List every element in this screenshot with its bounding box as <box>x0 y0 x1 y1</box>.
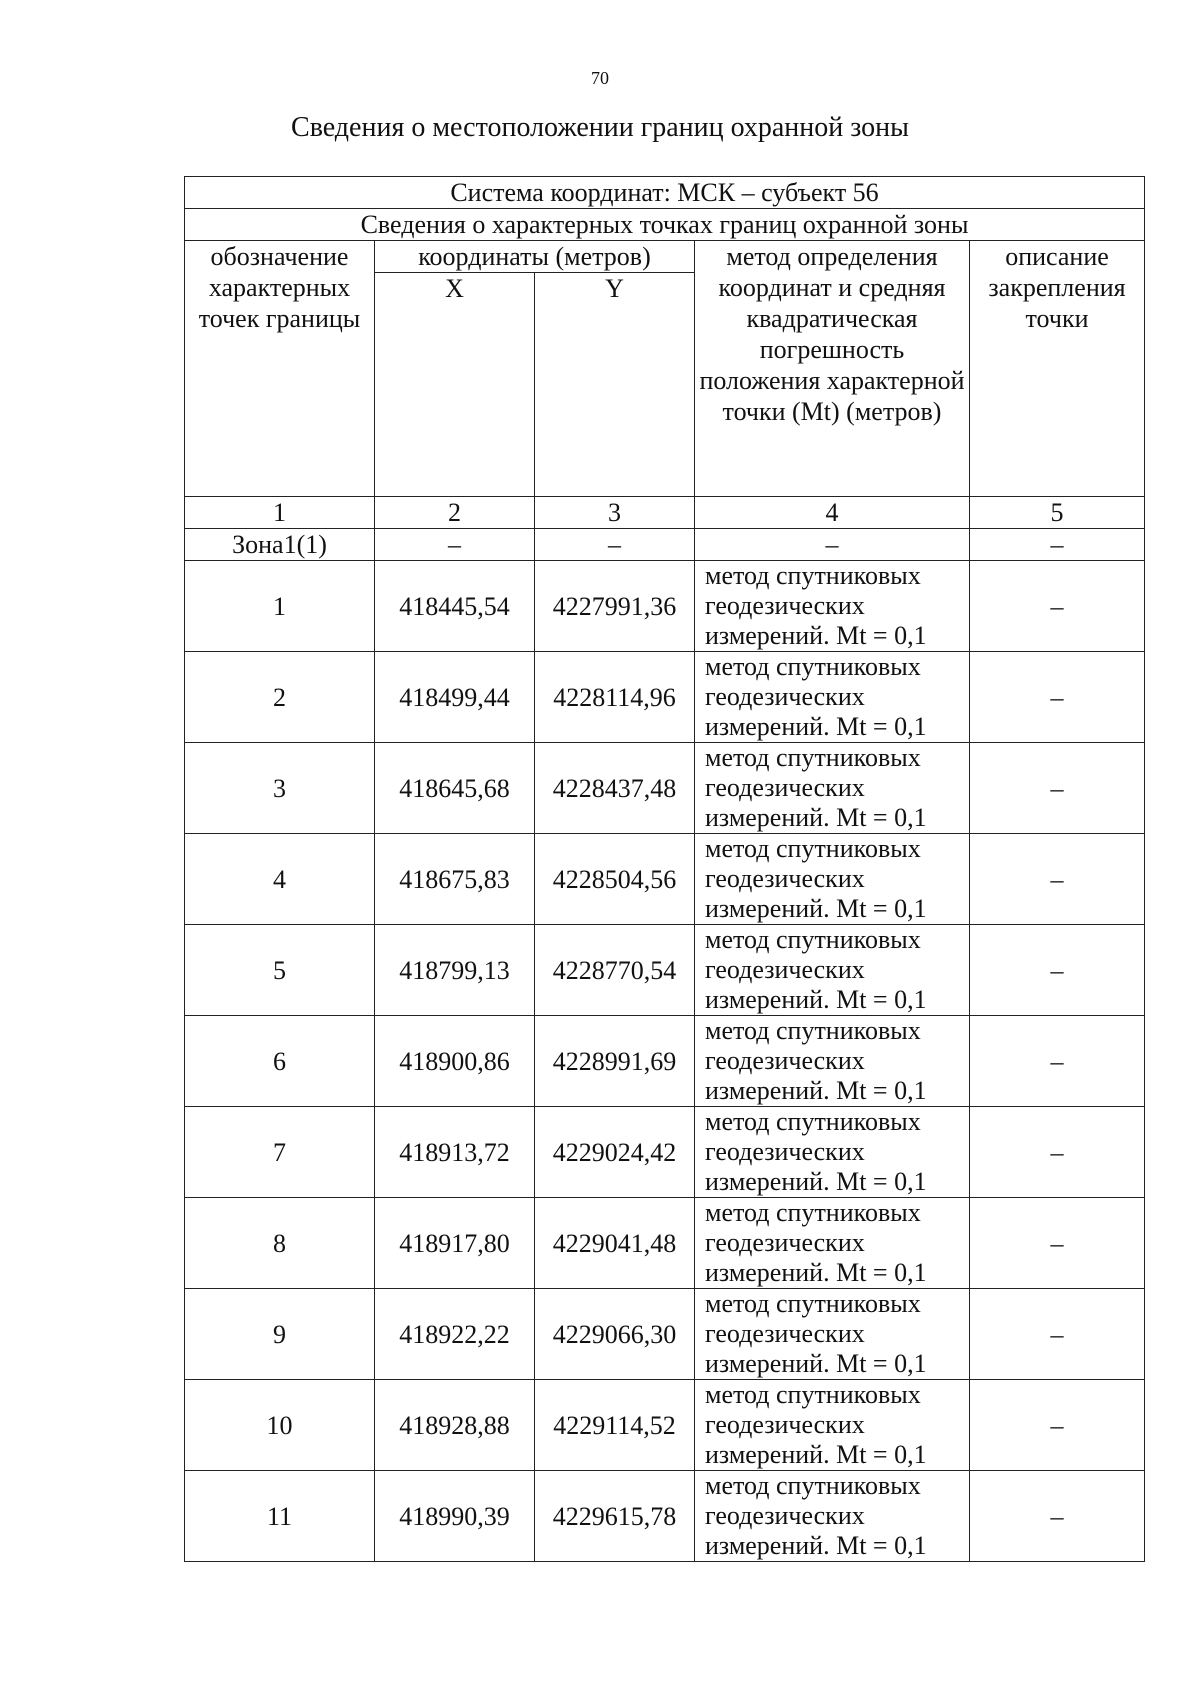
fixing-cell: – <box>970 834 1145 925</box>
fixing-cell: – <box>970 652 1145 743</box>
point-number-cell: 1 <box>185 561 375 652</box>
column-number-row <box>185 497 1145 529</box>
table-row <box>185 925 1145 1016</box>
table-row <box>185 1107 1145 1198</box>
x-coordinate-cell: 418799,13 <box>375 925 535 1016</box>
method-cell: метод спутниковых геодезических измерений. Mt = 0,1 <box>695 834 970 925</box>
page-number: 70 <box>591 68 609 88</box>
table-row <box>185 1198 1145 1289</box>
method-cell: метод спутниковых геодезических измерений. Mt = 0,1 <box>695 652 970 743</box>
y-coordinate-cell: 4229615,78 <box>535 1471 695 1562</box>
y-coordinate-cell: 4228504,56 <box>535 834 695 925</box>
table-row <box>185 1380 1145 1471</box>
method-cell: метод спутниковых геодезических измерений. Mt = 0,1 <box>695 743 970 834</box>
y-coordinate-cell: 4229024,42 <box>535 1107 695 1198</box>
method-cell: метод спутниковых геодезических измерений. Mt = 0,1 <box>695 1107 970 1198</box>
column-number: 3 <box>535 497 695 529</box>
column-number: 4 <box>695 497 970 529</box>
header-y: Y <box>535 273 695 497</box>
fixing-cell: – <box>970 1107 1145 1198</box>
y-coordinate-cell: 4229114,52 <box>535 1380 695 1471</box>
boundary-points-table <box>184 176 1145 1562</box>
table-body <box>185 177 1145 1562</box>
x-coordinate-cell: 418928,88 <box>375 1380 535 1471</box>
point-number-cell: 5 <box>185 925 375 1016</box>
table-row <box>185 1471 1145 1562</box>
header-row <box>185 241 1145 273</box>
point-number-cell: 7 <box>185 1107 375 1198</box>
table-row <box>185 652 1145 743</box>
header-x: X <box>375 273 535 497</box>
method-cell: метод спутниковых геодезических измерений. Mt = 0,1 <box>695 561 970 652</box>
point-number-cell: 9 <box>185 1289 375 1380</box>
y-coordinate-cell: 4229041,48 <box>535 1198 695 1289</box>
y-coordinate-cell: 4228437,48 <box>535 743 695 834</box>
point-number-cell: 2 <box>185 652 375 743</box>
x-coordinate-cell: 418645,68 <box>375 743 535 834</box>
y-coordinate-cell: 4228770,54 <box>535 925 695 1016</box>
column-number: 2 <box>375 497 535 529</box>
zone-dash: – <box>970 529 1145 561</box>
point-number-cell: 6 <box>185 1016 375 1107</box>
table-row <box>185 1016 1145 1107</box>
fixing-cell: – <box>970 1016 1145 1107</box>
table-row <box>185 743 1145 834</box>
point-number-cell: 11 <box>185 1471 375 1562</box>
fixing-cell: – <box>970 1198 1145 1289</box>
header-point-designation: обозначение характерных точек границы <box>185 241 375 497</box>
table-row <box>185 834 1145 925</box>
y-coordinate-cell: 4228991,69 <box>535 1016 695 1107</box>
y-coordinate-cell: 4227991,36 <box>535 561 695 652</box>
coordinate-system-caption: Система координат: МСК – субъект 56 <box>185 177 1145 209</box>
section-caption: Сведения о характерных точках границ охранной зоны <box>185 209 1145 241</box>
y-coordinate-cell: 4229066,30 <box>535 1289 695 1380</box>
method-cell: метод спутниковых геодезических измерений. Mt = 0,1 <box>695 1380 970 1471</box>
method-cell: метод спутниковых геодезических измерений. Mt = 0,1 <box>695 925 970 1016</box>
fixing-cell: – <box>970 1471 1145 1562</box>
fixing-cell: – <box>970 561 1145 652</box>
header-method: метод определения координат и средняя квадратическая погрешность положения характерной точки (Mt) (метров) <box>695 241 970 497</box>
document-title: Сведения о местоположении границ охранной зоны <box>291 112 909 143</box>
x-coordinate-cell: 418922,22 <box>375 1289 535 1380</box>
method-cell: метод спутниковых геодезических измерений. Mt = 0,1 <box>695 1016 970 1107</box>
point-number-cell: 8 <box>185 1198 375 1289</box>
column-number: 5 <box>970 497 1145 529</box>
x-coordinate-cell: 418917,80 <box>375 1198 535 1289</box>
method-cell: метод спутниковых геодезических измерений. Mt = 0,1 <box>695 1289 970 1380</box>
table-row <box>185 1289 1145 1380</box>
header-fixing-description: описание закрепления точки <box>970 241 1145 497</box>
zone-dash: – <box>375 529 535 561</box>
x-coordinate-cell: 418913,72 <box>375 1107 535 1198</box>
zone-row <box>185 529 1145 561</box>
fixing-cell: – <box>970 1380 1145 1471</box>
point-number-cell: 3 <box>185 743 375 834</box>
fixing-cell: – <box>970 743 1145 834</box>
zone-dash: – <box>535 529 695 561</box>
point-number-cell: 10 <box>185 1380 375 1471</box>
header-coordinates: координаты (метров) <box>375 241 695 273</box>
fixing-cell: – <box>970 1289 1145 1380</box>
x-coordinate-cell: 418675,83 <box>375 834 535 925</box>
zone-dash: – <box>695 529 970 561</box>
point-number-cell: 4 <box>185 834 375 925</box>
section-caption-row <box>185 209 1145 241</box>
fixing-cell: – <box>970 925 1145 1016</box>
x-coordinate-cell: 418445,54 <box>375 561 535 652</box>
x-coordinate-cell: 418990,39 <box>375 1471 535 1562</box>
system-caption-row <box>185 177 1145 209</box>
method-cell: метод спутниковых геодезических измерений. Mt = 0,1 <box>695 1198 970 1289</box>
column-number: 1 <box>185 497 375 529</box>
x-coordinate-cell: 418499,44 <box>375 652 535 743</box>
x-coordinate-cell: 418900,86 <box>375 1016 535 1107</box>
table-row <box>185 561 1145 652</box>
method-cell: метод спутниковых геодезических измерений. Mt = 0,1 <box>695 1471 970 1562</box>
y-coordinate-cell: 4228114,96 <box>535 652 695 743</box>
zone-label: Зона1(1) <box>185 529 375 561</box>
